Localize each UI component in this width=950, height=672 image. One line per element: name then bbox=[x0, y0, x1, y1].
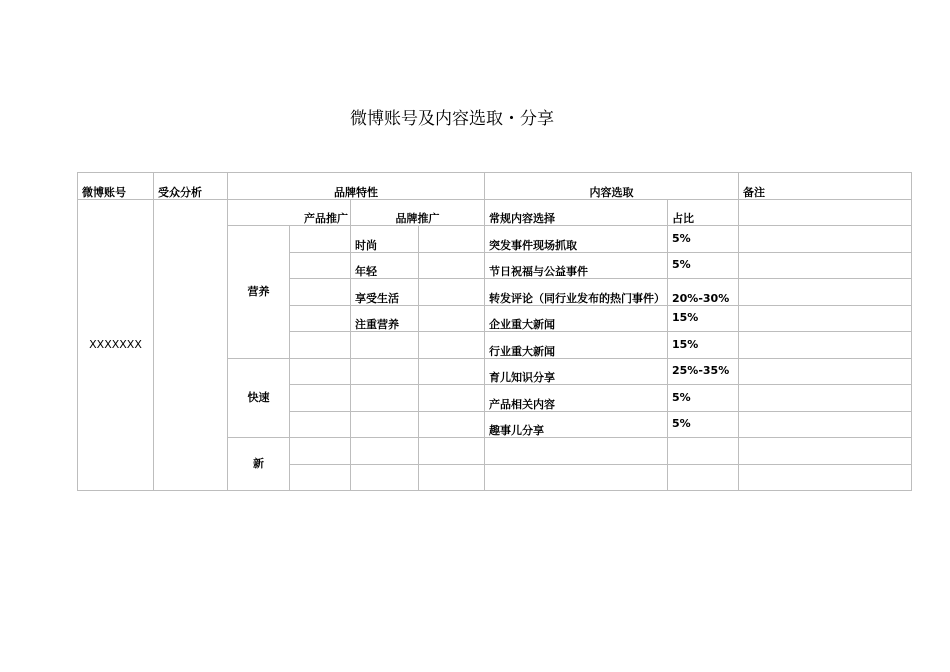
table-cell bbox=[739, 252, 912, 279]
table-cell bbox=[419, 305, 485, 332]
content-item: 节日祝福与公益事件 bbox=[485, 252, 668, 279]
brand-item: 享受生活 bbox=[351, 279, 419, 306]
audience-cell bbox=[154, 199, 228, 491]
header-remarks: 备注 bbox=[739, 173, 912, 200]
subheader-ratio: 占比 bbox=[668, 199, 739, 226]
table-cell bbox=[290, 411, 351, 438]
table-cell bbox=[739, 358, 912, 385]
subheader-regular-content: 常规内容选择 bbox=[485, 199, 668, 226]
table-cell bbox=[419, 279, 485, 306]
brand-item: 年轻 bbox=[351, 252, 419, 279]
table-cell bbox=[739, 332, 912, 359]
table-cell bbox=[351, 464, 419, 491]
table-cell bbox=[419, 438, 485, 465]
table-cell bbox=[419, 252, 485, 279]
table-cell bbox=[739, 385, 912, 412]
content-item: 育儿知识分享 bbox=[485, 358, 668, 385]
content-item: 突发事件现场抓取 bbox=[485, 226, 668, 253]
header-content-selection: 内容选取 bbox=[485, 173, 739, 200]
account-content-table bbox=[77, 172, 912, 491]
table-cell bbox=[419, 411, 485, 438]
table-cell bbox=[739, 411, 912, 438]
table-cell bbox=[485, 464, 668, 491]
table-cell bbox=[419, 226, 485, 253]
table-cell bbox=[739, 226, 912, 253]
subheader-brand-promo: 品牌推广 bbox=[351, 199, 485, 226]
table-cell bbox=[351, 385, 419, 412]
table-cell bbox=[739, 279, 912, 306]
table-cell bbox=[290, 252, 351, 279]
table-cell bbox=[290, 226, 351, 253]
table-cell bbox=[290, 385, 351, 412]
table-cell bbox=[668, 464, 739, 491]
table-cell bbox=[351, 438, 419, 465]
table-cell bbox=[739, 464, 912, 491]
product-group-fast: 快速 bbox=[228, 358, 290, 438]
table-cell bbox=[419, 358, 485, 385]
ratio-value: 15% bbox=[668, 305, 739, 332]
brand-item: 时尚 bbox=[351, 226, 419, 253]
ratio-value: 15% bbox=[668, 332, 739, 359]
content-item: 产品相关内容 bbox=[485, 385, 668, 412]
content-item: 企业重大新闻 bbox=[485, 305, 668, 332]
document-title: 微博账号及内容选取・分享 bbox=[350, 109, 554, 129]
table-cell bbox=[351, 411, 419, 438]
content-item: 转发评论（同行业发布的热门事件） bbox=[485, 279, 668, 306]
ratio-value: 5% bbox=[668, 226, 739, 253]
ratio-value: 25%-35% bbox=[668, 358, 739, 385]
header-account: 微博账号 bbox=[78, 173, 154, 200]
subheader-product-promo: 产品推广 bbox=[228, 199, 351, 226]
subheader-row bbox=[78, 199, 912, 226]
table-cell bbox=[419, 385, 485, 412]
table-cell bbox=[739, 199, 912, 226]
table-cell bbox=[351, 358, 419, 385]
table-cell bbox=[668, 438, 739, 465]
ratio-value: 5% bbox=[668, 411, 739, 438]
header-brand-traits: 品牌特性 bbox=[228, 173, 485, 200]
ratio-value: 5% bbox=[668, 252, 739, 279]
table-cell bbox=[290, 332, 351, 359]
header-audience: 受众分析 bbox=[154, 173, 228, 200]
table-cell bbox=[290, 279, 351, 306]
content-item: 趣事儿分享 bbox=[485, 411, 668, 438]
table-cell bbox=[739, 305, 912, 332]
product-group-nutrition: 营养 bbox=[228, 226, 290, 359]
table-cell bbox=[290, 464, 351, 491]
table-cell bbox=[419, 332, 485, 359]
account-cell: XXXXXXX bbox=[78, 199, 154, 491]
table-cell bbox=[419, 464, 485, 491]
product-group-new: 新 bbox=[228, 438, 290, 491]
content-item: 行业重大新闻 bbox=[485, 332, 668, 359]
table-cell bbox=[739, 438, 912, 465]
brand-item: 注重营养 bbox=[351, 305, 419, 332]
table-cell bbox=[351, 332, 419, 359]
table-cell bbox=[485, 438, 668, 465]
table-cell bbox=[290, 305, 351, 332]
table-cell bbox=[290, 358, 351, 385]
ratio-value: 20%-30% bbox=[668, 279, 739, 306]
header-row bbox=[78, 173, 912, 200]
table-cell bbox=[290, 438, 351, 465]
ratio-value: 5% bbox=[668, 385, 739, 412]
